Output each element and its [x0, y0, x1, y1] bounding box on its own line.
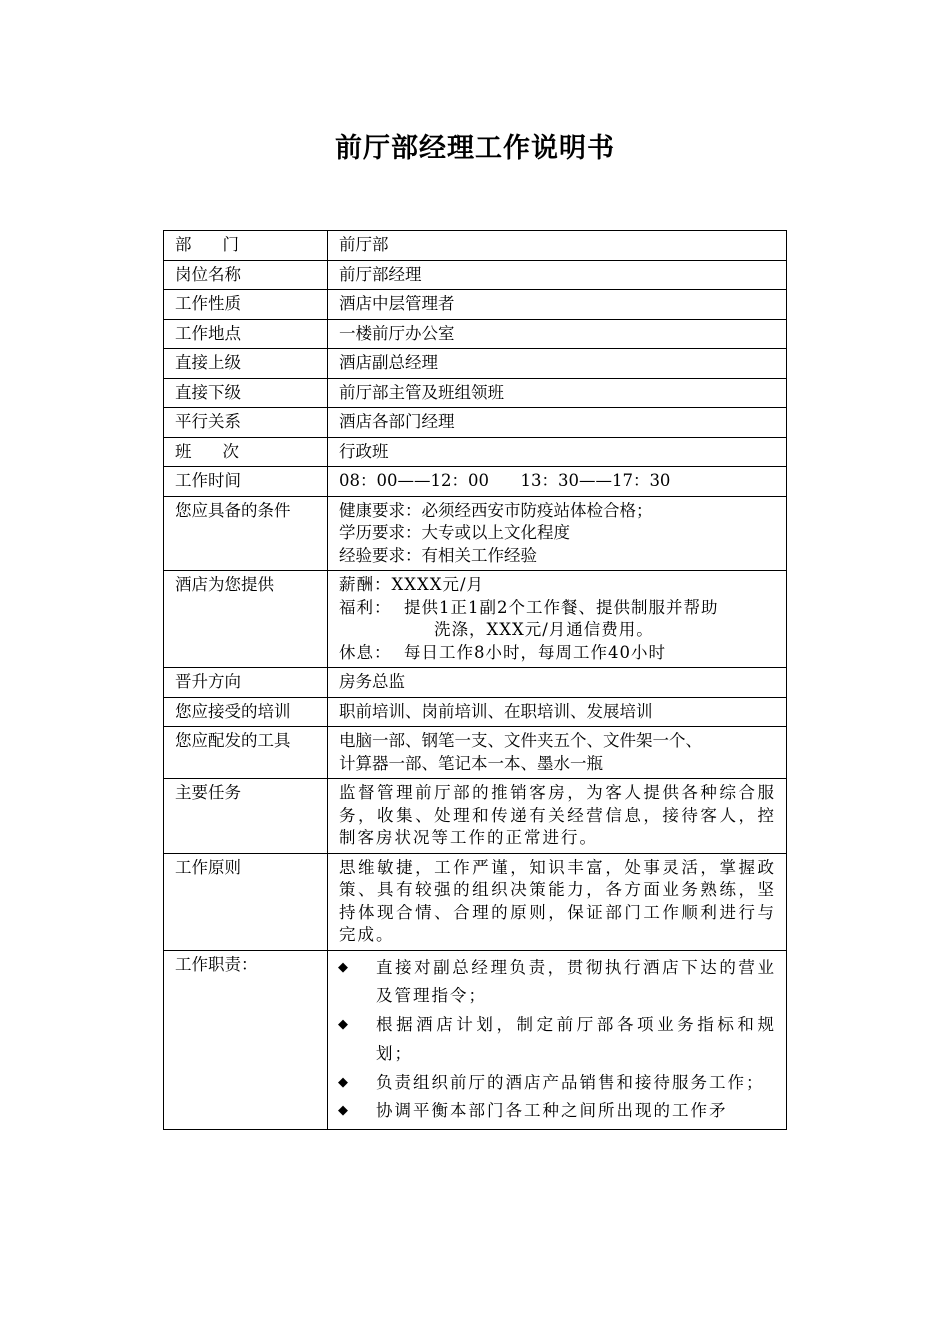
value-training: 职前培训、岗前培训、在职培训、发展培训: [328, 697, 787, 727]
requirement-experience: 经验要求：有相关工作经验: [339, 545, 537, 565]
row-superior: [164, 349, 787, 379]
label-principle: 工作原则: [164, 853, 328, 950]
value-nature: 酒店中层管理者: [328, 290, 787, 320]
label-task: 主要任务: [164, 779, 328, 854]
label-provide: 酒店为您提供: [164, 571, 328, 668]
duty-text: 根据酒店计划，制定前厅部各项业务指标和规划；: [376, 1015, 776, 1063]
label-training: 您应接受的培训: [164, 697, 328, 727]
row-tools: [164, 727, 787, 779]
label-tools: 您应配发的工具: [164, 727, 328, 779]
document-title: 前厅部经理工作说明书: [335, 133, 615, 164]
tools-line-2: 计算器一部、笔记本一本、墨水一瓶: [339, 753, 603, 773]
value-principle: 思维敏捷，工作严谨，知识丰富，处事灵活，掌握政策、具有较强的组织决策能力，各方面业务熟练，坚持体现合情、合理的原则，保证部门工作顺利进行与完成。: [328, 853, 787, 950]
label-department: 部门: [164, 231, 328, 261]
row-principle: [164, 853, 787, 950]
job-spec-table: [163, 230, 787, 1130]
row-position: [164, 260, 787, 290]
list-item: [338, 954, 776, 1012]
label-parallel: 平行关系: [164, 408, 328, 438]
value-subordinate: 前厅部主管及班组领班: [328, 378, 787, 408]
row-department: [164, 231, 787, 261]
label-promotion: 晋升方向: [164, 668, 328, 698]
list-item: [338, 1011, 776, 1069]
label-requirements: 您应具备的条件: [164, 496, 328, 571]
label-duties: 工作职责：: [164, 950, 328, 1130]
row-training: [164, 697, 787, 727]
value-location: 一楼前厅办公室: [328, 319, 787, 349]
value-promotion: 房务总监: [328, 668, 787, 698]
tools-line-1: 电脑一部、钢笔一支、文件夹五个、文件架一个、: [339, 731, 702, 750]
value-tools: [328, 727, 787, 779]
duty-text: 协调平衡本部门各工种之间所出现的工作矛: [376, 1101, 728, 1121]
provide-welfare-1: 福利： 提供1正1副2个工作餐、提供制服并帮助: [339, 597, 719, 617]
diamond-bullet-icon: ◆: [338, 959, 350, 975]
label-subordinate: 直接下级: [164, 378, 328, 408]
row-nature: [164, 290, 787, 320]
requirement-health: 健康要求：必须经西安市防疫站体检合格；: [339, 500, 653, 520]
value-task: 监督管理前厅部的推销客房，为客人提供各种综合服务，收集、处理和传递有关经营信息，接待客人，控制客房状况等工作的正常进行。: [328, 779, 787, 854]
duty-text: 直接对副总经理负责，贯彻执行酒店下达的营业及管理指令；: [376, 957, 776, 1006]
label-location: 工作地点: [164, 319, 328, 349]
diamond-bullet-icon: ◆: [338, 1103, 350, 1119]
list-item: [338, 1097, 776, 1126]
value-provide: [328, 571, 787, 668]
value-duties: [328, 950, 787, 1130]
requirement-education: 学历要求：大专或以上文化程度: [339, 523, 570, 542]
value-parallel: 酒店各部门经理: [328, 408, 787, 438]
value-hours: 08：00——12：00 13：30——17：30: [328, 467, 787, 497]
diamond-bullet-icon: ◆: [338, 1017, 350, 1033]
label-superior: 直接上级: [164, 349, 328, 379]
duties-list: [338, 954, 776, 1127]
value-shift: 行政班: [328, 437, 787, 467]
label-position: 岗位名称: [164, 260, 328, 290]
value-requirements: [328, 496, 787, 571]
duty-text: 负责组织前厅的酒店产品销售和接待服务工作；: [376, 1072, 765, 1092]
row-promotion: [164, 668, 787, 698]
row-task: [164, 779, 787, 854]
row-parallel: [164, 408, 787, 438]
value-superior: 酒店副总经理: [328, 349, 787, 379]
value-position: 前厅部经理: [328, 260, 787, 290]
list-item: [338, 1069, 776, 1098]
value-department: 前厅部: [328, 231, 787, 261]
label-hours: 工作时间: [164, 467, 328, 497]
row-location: [164, 319, 787, 349]
diamond-bullet-icon: ◆: [338, 1074, 350, 1090]
row-requirements: [164, 496, 787, 571]
label-shift: 班次: [164, 437, 328, 467]
row-shift: [164, 437, 787, 467]
provide-welfare-2: 洗涤，XXX元/月通信费用。: [434, 620, 654, 639]
provide-salary: 薪酬：XXXX元/月: [339, 575, 485, 594]
provide-rest: 休息： 每日工作8小时，每周工作40小时: [339, 642, 666, 662]
row-subordinate: [164, 378, 787, 408]
row-hours: [164, 467, 787, 497]
row-provide: [164, 571, 787, 668]
row-duties: [164, 950, 787, 1130]
label-nature: 工作性质: [164, 290, 328, 320]
